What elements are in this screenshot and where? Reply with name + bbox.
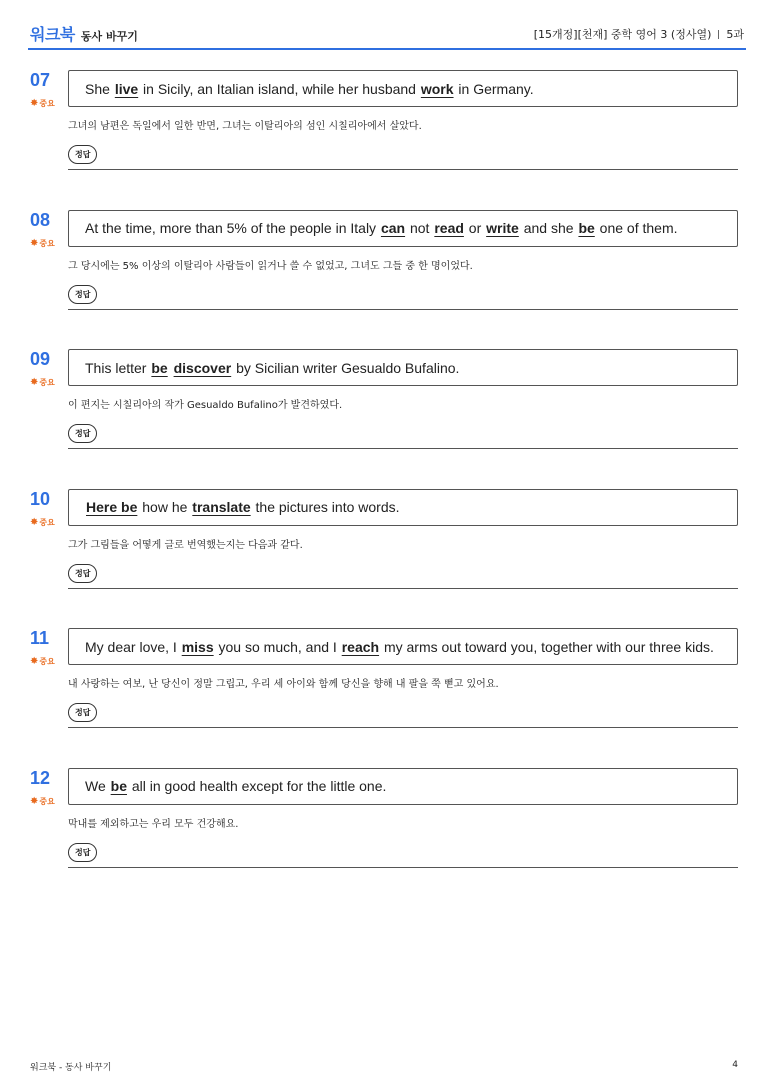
- sentence-text: you so much, and I: [214, 638, 341, 655]
- target-verb: Here be: [86, 499, 138, 515]
- sentence-text: my arms out toward you, together with our three kids.: [380, 638, 714, 655]
- sentence-text: in Sicily, an Italian island, while her husband: [139, 80, 420, 97]
- question-item: [28, 489, 738, 599]
- target-verb: be: [578, 220, 595, 236]
- target-verb: reach: [341, 638, 380, 655]
- sentence-text: the pictures into words.: [251, 499, 400, 515]
- target-verb: discover: [173, 359, 232, 376]
- importance-label: 중요: [39, 796, 55, 806]
- importance-tag: [30, 517, 55, 528]
- sentence-box: [68, 768, 738, 805]
- answer-button[interactable]: 정답: [68, 564, 97, 583]
- page-number: 4: [732, 1060, 738, 1070]
- answer-line[interactable]: [68, 727, 738, 728]
- question-number: 09: [30, 349, 51, 369]
- target-verb: work: [420, 80, 454, 97]
- korean-translation: 그가 그림들을 어떻게 글로 번역했는지는 다음과 같다.: [68, 539, 303, 551]
- question-number: 11: [30, 628, 50, 648]
- importance-tag: [30, 796, 55, 807]
- answer-line[interactable]: [68, 169, 738, 170]
- target-verb: translate: [192, 499, 251, 515]
- target-verb: read: [434, 220, 464, 236]
- answer-button[interactable]: 정답: [68, 703, 97, 722]
- answer-line[interactable]: [68, 867, 738, 868]
- sentence-box: [68, 70, 738, 107]
- answer-line[interactable]: [68, 588, 738, 589]
- target-verb: can: [380, 220, 406, 236]
- question-item: [28, 210, 738, 320]
- answer-button[interactable]: 정답: [68, 285, 97, 304]
- course-info: [534, 26, 744, 42]
- korean-translation: 이 편지는 시칠리아의 작가 Gesualdo Bufalino가 발견하였다.: [68, 400, 343, 411]
- sentence-text: by Sicilian writer Gesualdo Bufalino.: [232, 359, 460, 376]
- sentence-text: This letter: [85, 359, 151, 376]
- star-burst-icon: ✸: [30, 516, 39, 528]
- footer-title: 워크북 - 동사 바꾸기: [30, 1063, 112, 1073]
- answer-button[interactable]: 정답: [68, 424, 97, 443]
- sentence-text: or: [464, 220, 486, 236]
- target-verb: live: [114, 80, 139, 97]
- sentence-text: not: [406, 220, 434, 236]
- sentence-box: [68, 349, 738, 386]
- sentence-box: [68, 210, 738, 247]
- sentence-text: We: [85, 778, 110, 794]
- sentence-text: all in good health except for the little one.: [127, 778, 387, 794]
- importance-tag: [30, 98, 55, 109]
- importance-label: 중요: [39, 378, 55, 387]
- answer-button[interactable]: 정답: [68, 145, 97, 164]
- course-name: [15개정][천재] 중학 영어 3 (정사열): [533, 28, 712, 41]
- sentence-text: how he: [138, 499, 192, 515]
- importance-tag: [30, 238, 55, 249]
- question-number: 10: [30, 488, 51, 509]
- question-number: 12: [30, 767, 51, 788]
- section-title: 동사 바꾸기: [80, 30, 138, 43]
- sentence-text: She: [85, 80, 114, 97]
- question-item: [28, 628, 738, 738]
- importance-label: 중요: [39, 238, 55, 248]
- lesson-label: 5과: [726, 28, 744, 41]
- answer-line[interactable]: [68, 309, 738, 310]
- answer-line[interactable]: [68, 448, 738, 449]
- importance-tag: [30, 656, 55, 667]
- target-verb: be: [151, 359, 168, 376]
- sentence-text: At the time, more than 5% of the people in Italy: [85, 220, 380, 236]
- importance-label: 중요: [39, 657, 55, 666]
- target-verb: miss: [181, 638, 214, 655]
- target-verb: write: [486, 220, 519, 236]
- question-number: 08: [30, 209, 51, 230]
- question-number: 07: [30, 70, 51, 90]
- star-burst-icon: ✸: [30, 237, 39, 249]
- brand-title: 워크북: [30, 25, 75, 44]
- sentence-text: one of them.: [595, 220, 678, 236]
- question-item: [28, 349, 738, 459]
- target-verb: be: [110, 778, 127, 794]
- korean-translation: 그 당시에는 5% 이상의 이탈리아 사람들이 읽거나 쓸 수 없었고, 그녀도 그들 중 한 명이었다.: [68, 260, 473, 272]
- sentence-text: [169, 360, 173, 376]
- korean-translation: 막내를 제외하고는 우리 모두 건강해요.: [68, 818, 239, 830]
- importance-tag: [30, 377, 55, 388]
- sentence-text: and she: [519, 220, 578, 236]
- importance-label: 중요: [39, 517, 55, 527]
- page-header: [28, 22, 746, 50]
- importance-label: 중요: [39, 99, 55, 108]
- sentence-text: in Germany.: [454, 80, 534, 97]
- question-item: [28, 70, 738, 180]
- divider: [718, 30, 719, 39]
- korean-translation: 내 사랑하는 여보, 난 당신이 정말 그립고, 우리 세 아이와 함께 당신을 향해 내 팔을 쭉 뻗고 있어요.: [68, 679, 499, 690]
- sentence-text: My dear love, I: [85, 638, 181, 655]
- korean-translation: 그녀의 남편은 독일에서 일한 반면, 그녀는 이탈리아의 섬인 시칠리아에서 살았다.: [68, 121, 422, 132]
- question-item: [28, 768, 738, 878]
- star-burst-icon: ✸: [30, 795, 39, 807]
- star-burst-icon: ✸: [30, 656, 39, 667]
- sentence-box: [68, 489, 738, 526]
- answer-button[interactable]: 정답: [68, 843, 97, 862]
- star-burst-icon: ✸: [30, 98, 39, 109]
- star-burst-icon: ✸: [30, 377, 39, 388]
- sentence-box: [68, 628, 738, 665]
- brand: [30, 22, 138, 45]
